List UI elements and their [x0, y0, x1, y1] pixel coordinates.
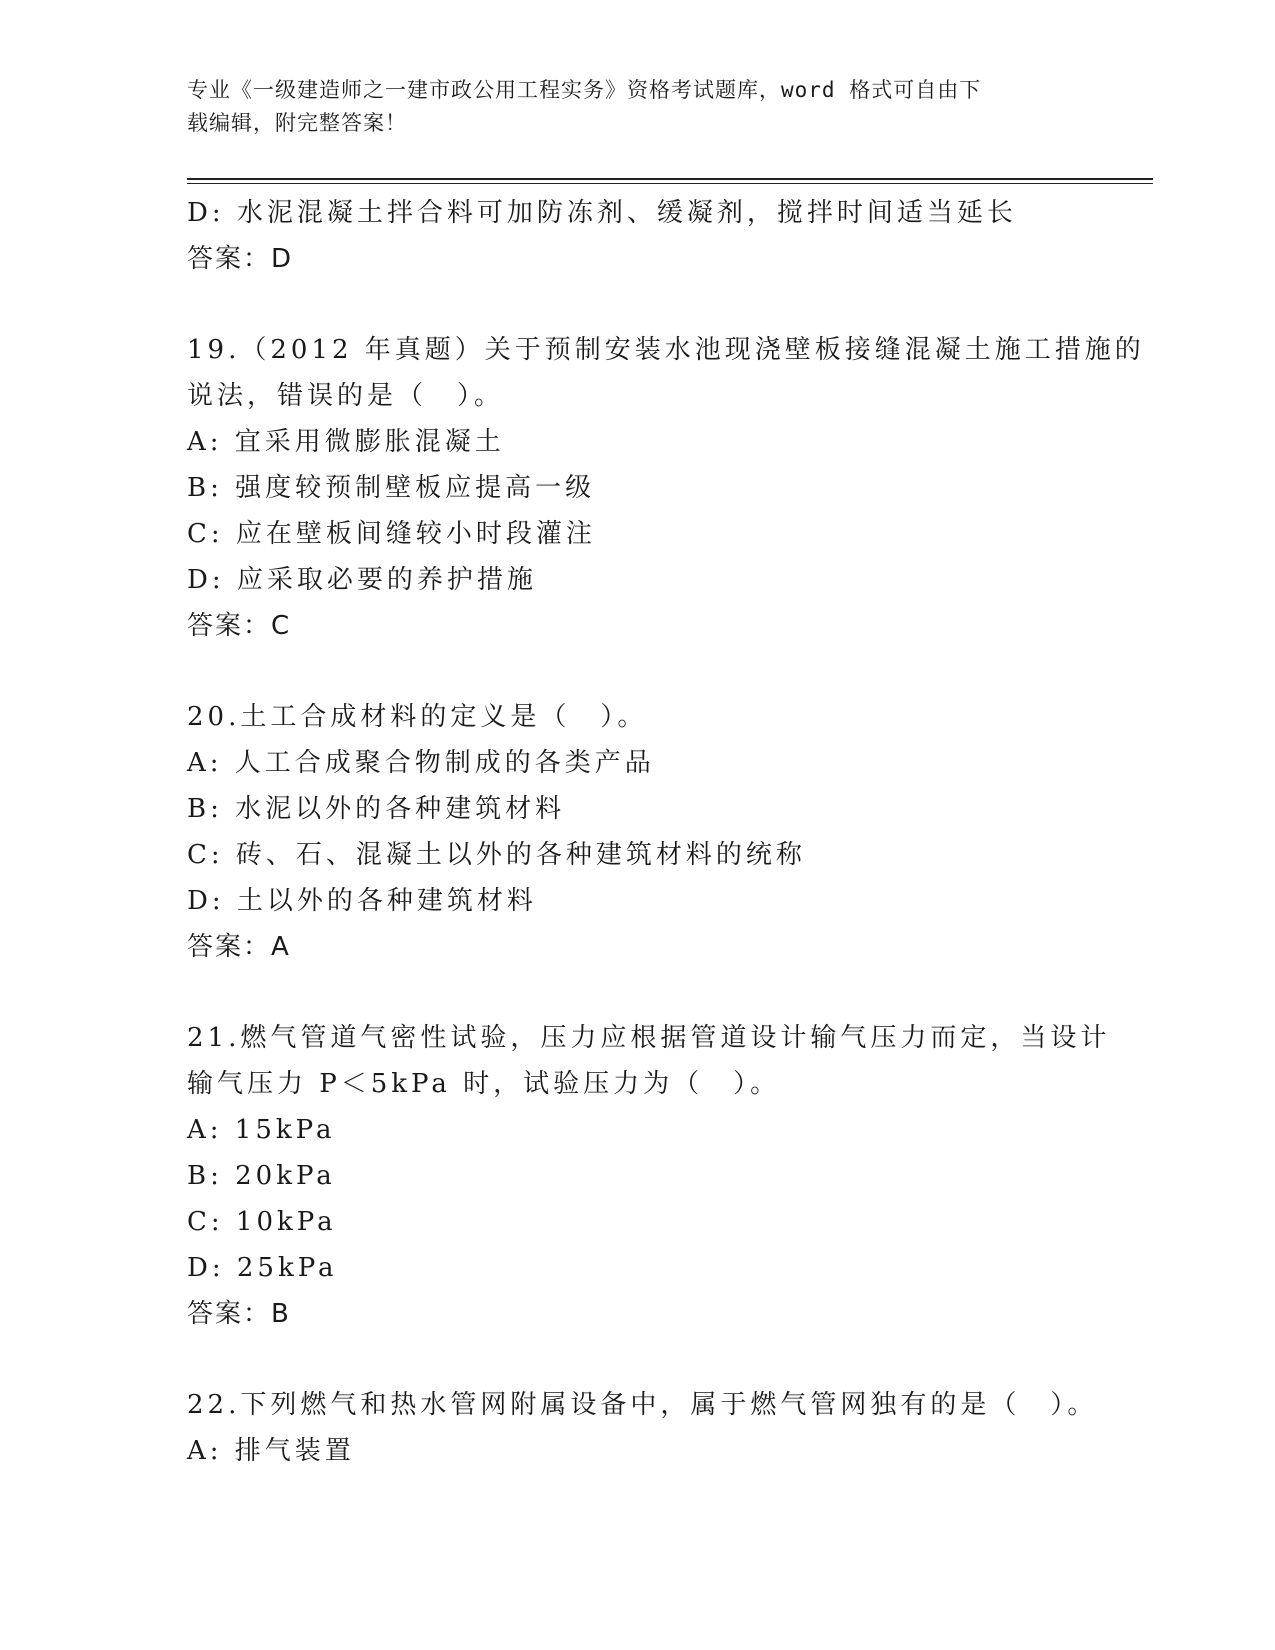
header-divider-top — [187, 178, 1153, 180]
option-b: B: 强度较预制壁板应提高一级 — [187, 473, 596, 503]
question-21 — [187, 1015, 1111, 1337]
answer-label: 答案：C — [187, 611, 292, 641]
option-a: A: 排气装置 — [187, 1436, 355, 1466]
question-stem-cont: 输气压力 P＜5kPa 时，试验压力为（ ）。 — [187, 1069, 781, 1099]
answer-label: 答案：A — [187, 932, 291, 962]
question-20 — [187, 694, 1087, 970]
option-c: C: 砖、石、混凝土以外的各种建筑材料的统称 — [187, 840, 806, 870]
question-stem: 21.燃气管道气密性试验，压力应根据管道设计输气压力而定，当设计 — [187, 1023, 1111, 1053]
header-line-1: 专业《一级建造师之一建市政公用工程实务》资格考试题库，word 格式可自由下 — [187, 78, 982, 102]
header-line-2: 载编辑，附完整答案！ — [187, 111, 407, 135]
option-d: D: 应采取必要的养护措施 — [187, 565, 537, 595]
option-d: D: 水泥混凝土拌合料可加防冻剂、缓凝剂，搅拌时间适当延长 — [187, 198, 1017, 228]
option-b: B: 水泥以外的各种建筑材料 — [187, 794, 566, 824]
option-a: A: 15kPa — [187, 1115, 336, 1145]
question-19 — [187, 327, 1145, 649]
option-b: B: 20kPa — [187, 1161, 336, 1191]
option-a: A: 人工合成聚合物制成的各类产品 — [187, 748, 655, 778]
answer-label: 答案：B — [187, 1299, 291, 1329]
header-divider-bottom — [187, 183, 1153, 184]
question-stem: 22.下列燃气和热水管网附属设备中，属于燃气管网独有的是（ ）。 — [187, 1390, 1098, 1420]
question-22 — [187, 1382, 1098, 1474]
answer-label: 答案：D — [187, 244, 294, 274]
question-stem-cont: 说法，错误的是（ ）。 — [187, 381, 505, 411]
option-c: C: 10kPa — [187, 1207, 337, 1237]
question-stem: 19.（2012 年真题）关于预制安装水池现浇壁板接缝混凝土施工措施的 — [187, 335, 1145, 365]
question-stem: 20.土工合成材料的定义是（ ）。 — [187, 702, 648, 732]
option-d: D: 25kPa — [187, 1253, 338, 1283]
question-content — [187, 190, 1145, 1474]
option-a: A: 宜采用微膨胀混凝土 — [187, 427, 505, 457]
document-header — [187, 74, 1087, 140]
option-c: C: 应在壁板间缝较小时段灌注 — [187, 519, 596, 549]
option-d: D: 土以外的各种建筑材料 — [187, 886, 537, 916]
